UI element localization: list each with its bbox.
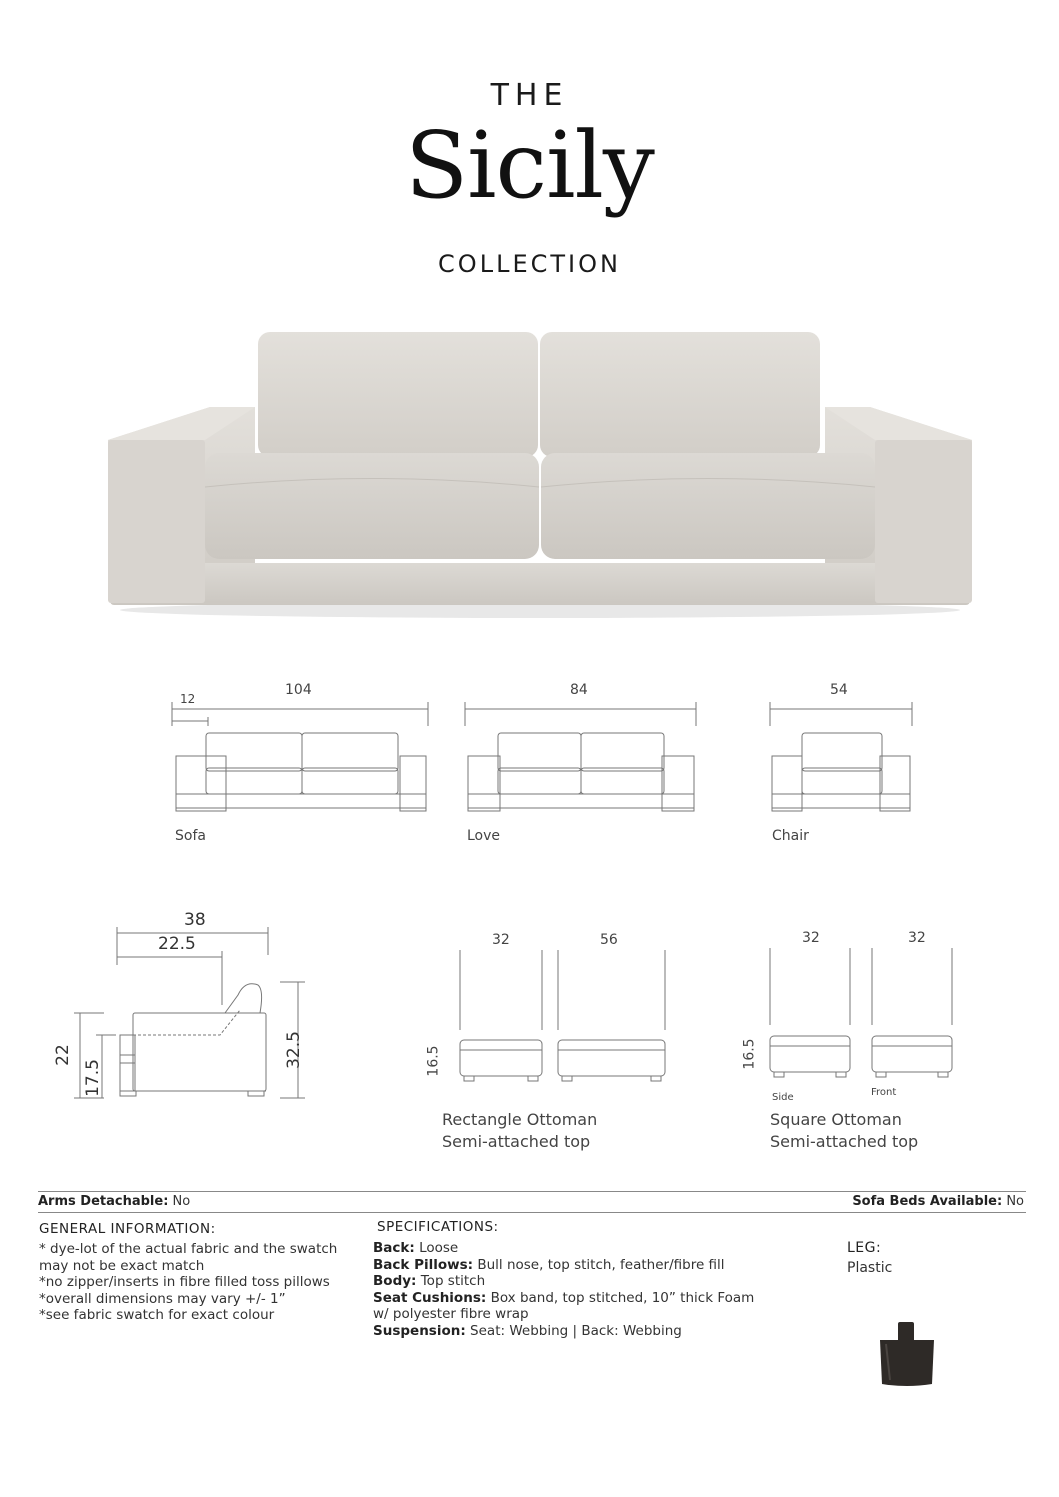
spec-item (373, 1273, 754, 1290)
spec-item (373, 1323, 754, 1340)
plastic-leg-icon (876, 1322, 938, 1388)
general-info-heading: GENERAL INFORMATION: (39, 1221, 216, 1237)
sofa-label: Sofa (175, 828, 206, 844)
spec-label: Back Pillows: (373, 1256, 474, 1273)
arms-detachable-label: Arms Detachable: (38, 1194, 169, 1209)
spec-value: Loose (419, 1240, 459, 1256)
info-bar (38, 1191, 1026, 1213)
title-the: THE (490, 78, 569, 113)
rect-ottoman-caption: Rectangle Ottoman (442, 1110, 598, 1129)
love-label: Love (467, 828, 501, 844)
spec-value: Seat: Webbing | Back: Webbing (470, 1322, 682, 1339)
square-ottoman-w2: 32 (908, 930, 926, 946)
rect-ottoman-height: 16.5 (425, 1045, 442, 1077)
sofa-beds-label: Sofa Beds Available: (852, 1194, 1003, 1209)
general-info-line: *overall dimensions may vary +/- 1” (39, 1290, 286, 1307)
spec-item (373, 1290, 754, 1307)
spec-value: Box band, top stitched, 10” thick Foam (490, 1289, 755, 1306)
rect-ottoman-w2: 56 (600, 932, 618, 948)
rect-ottoman-w1: 32 (492, 932, 510, 948)
general-info-line: * dye-lot of the actual fabric and the swatch (39, 1241, 338, 1257)
title-collection: COLLECTION (438, 250, 621, 278)
leg-value: Plastic (847, 1260, 893, 1276)
spec-item (373, 1240, 754, 1257)
general-info-line: may not be exact match (39, 1257, 205, 1274)
side-depth: 38 (184, 910, 206, 930)
sofa-beds-value: No (1006, 1194, 1024, 1209)
spec-item (373, 1306, 754, 1323)
side-seat-height: 17.5 (82, 1059, 103, 1097)
square-ottoman-height: 16.5 (741, 1038, 758, 1070)
arms-detachable-value: No (172, 1194, 191, 1209)
collection-name: Sicily (405, 112, 654, 219)
general-info-line: *no zipper/inserts in fibre filled toss pillows (39, 1274, 330, 1291)
sofa-arm-width: 12 (180, 692, 196, 706)
square-ottoman-caption: Square Ottoman (770, 1110, 902, 1129)
side-back-height: 32.5 (283, 1031, 304, 1069)
love-width: 84 (570, 682, 588, 698)
general-info-line: *see fabric swatch for exact colour (39, 1307, 275, 1324)
chair-label: Chair (772, 828, 809, 844)
square-ottoman-side-label: Side (772, 1092, 794, 1103)
leg-heading: LEG: (847, 1240, 882, 1256)
spec-label: Suspension: (373, 1322, 466, 1339)
square-ottoman-w1: 32 (802, 930, 820, 946)
general-info-list (39, 1241, 337, 1324)
sofa-width: 104 (285, 682, 312, 698)
specifications-list (373, 1240, 754, 1340)
rect-ottoman-subcaption: Semi-attached top (442, 1132, 591, 1151)
front-view-drawings (160, 680, 930, 820)
spec-value: Bull nose, top stitch, feather/fibre fill (477, 1256, 725, 1273)
spec-value: w/ polyester fibre wrap (373, 1306, 529, 1323)
square-ottoman-front-label: Front (871, 1087, 897, 1098)
square-ottoman-subcaption: Semi-attached top (770, 1132, 919, 1151)
rectangle-ottoman-drawing (420, 940, 680, 1090)
sofa-beds-available (852, 1194, 1024, 1209)
spec-value: Top stitch (420, 1273, 486, 1290)
side-seat-depth: 22.5 (158, 934, 196, 954)
specifications-heading: SPECIFICATIONS: (377, 1219, 499, 1235)
chair-width: 54 (830, 682, 848, 698)
square-ottoman-drawing (750, 940, 970, 1090)
spec-label: Back: (373, 1240, 415, 1256)
spec-item (373, 1257, 754, 1274)
sofa-product-image (100, 325, 980, 625)
arms-detachable (38, 1194, 190, 1209)
side-arm-height: 22 (52, 1044, 73, 1066)
spec-label: Body: (373, 1273, 417, 1290)
spec-label: Seat Cushions: (373, 1289, 487, 1306)
